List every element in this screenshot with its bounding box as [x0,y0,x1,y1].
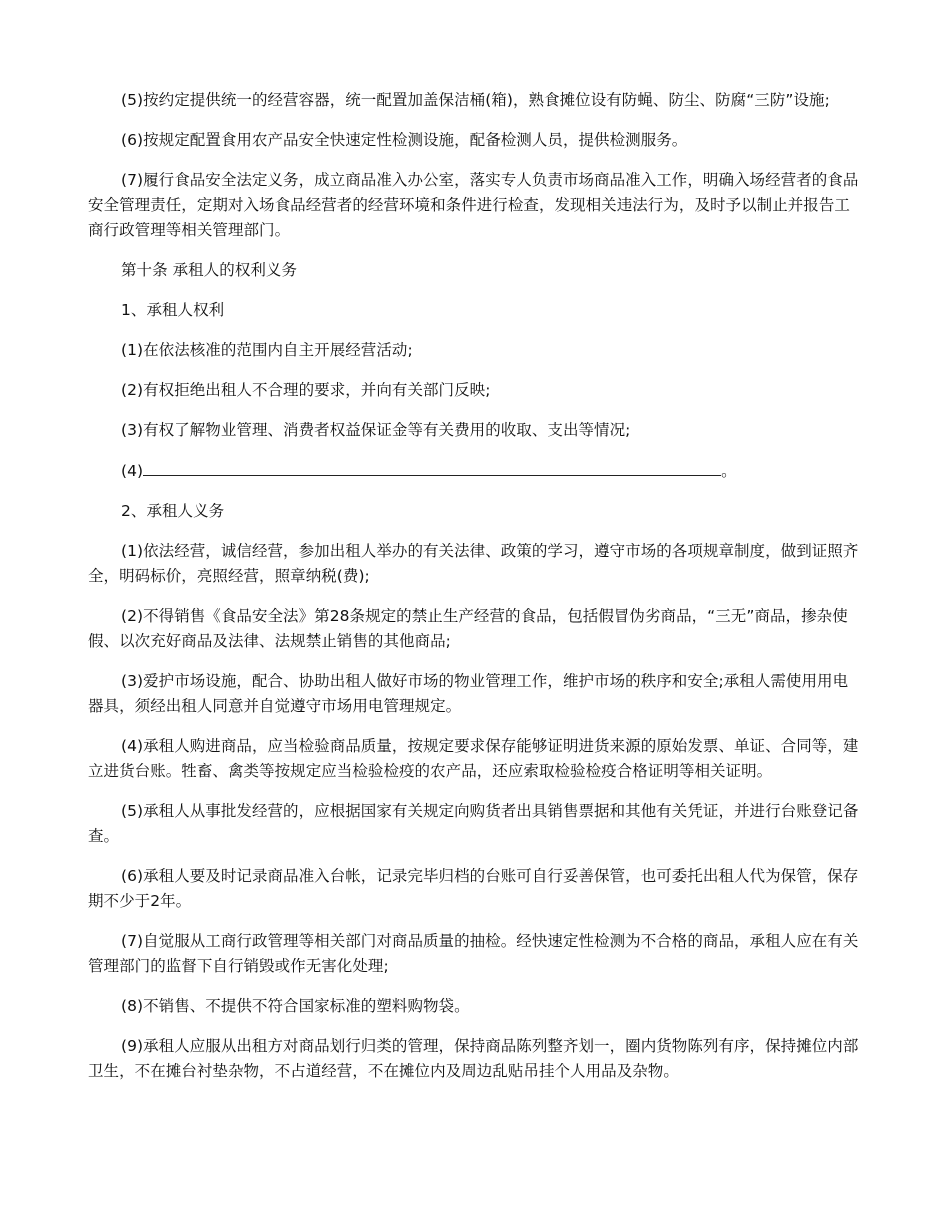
fill-in-blank-line [143,458,721,476]
right-4-suffix: 。 [721,462,737,480]
document-page [88,88,860,1099]
article-10-heading: 第十条 承租人的权利义务 [121,261,298,279]
obligation-3: (3)爱护市场设施，配合、协助出租人做好市场的物业管理工作，维护市场的秩序和安全;承租人需使用用电器具，须经出租人同意并自觉遵守市场用电管理规定。 [88,672,849,715]
right-2: (2)有权拒绝出租人不合理的要求，并向有关部门反映; [121,381,491,399]
right-4-blank [88,458,860,484]
right-3: (3)有权了解物业管理、消费者权益保证金等有关费用的收取、支出等情况; [121,421,631,439]
obligation-2: (2)不得销售《食品安全法》第28条规定的禁止生产经营的食品，包括假冒伪劣商品，“三无”商品，掺杂使假、以次充好商品及法律、法规禁止销售的其他商品; [88,607,848,650]
right-4-prefix: (4) [121,462,144,480]
obligation-1: (1)依法经营，诚信经营，参加出租人举办的有关法律、政策的学习，遵守市场的各项规章制度，做到证照齐全，明码标价，亮照经营，照章纳税(费); [88,542,859,585]
obligation-9: (9)承租人应服从出租方对商品划行归类的管理，保持商品陈列整齐划一，圈内货物陈列有序，保持摊位内部卫生，不在摊台衬垫杂物，不占道经营，不在摊位内及周边乱贴吊挂个人用品及杂物。 [88,1037,859,1080]
right-1: (1)在依法核准的范围内自主开展经营活动; [121,341,413,359]
clause-5-containers: (5)按约定提供统一的经营容器，统一配置加盖保洁桶(箱)，熟食摊位设有防蝇、防尘、防腐“三防”设施; [121,91,830,109]
obligation-7: (7)自觉服从工商行政管理等相关部门对商品质量的抽检。经快速定性检测为不合格的商品，承租人应在有关管理部门的监督下自行销毁或作无害化处理; [88,932,859,975]
tenant-obligations-heading: 2、承租人义务 [121,502,225,520]
clause-6-testing: (6)按规定配置食用农产品安全快速定性检测设施，配备检测人员，提供检测服务。 [121,131,688,149]
obligation-4: (4)承租人购进商品，应当检验商品质量，按规定要求保存能够证明进货来源的原始发票、单证、合同等，建立进货台账。牲畜、禽类等按规定应当检验检疫的农产品，还应索取检验检疫合格证明等相关证明。 [88,737,859,780]
tenant-rights-heading: 1、承租人权利 [121,301,225,319]
obligation-6: (6)承租人要及时记录商品准入台帐，记录完毕归档的台账可自行妥善保管，也可委托出租人代为保管，保存期不少于2年。 [88,867,859,910]
obligation-5: (5)承租人从事批发经营的，应根据国家有关规定向购货者出具销售票据和其他有关凭证，并进行台账登记备查。 [88,802,859,845]
clause-7-food-safety: (7)履行食品安全法定义务，成立商品准入办公室，落实专人负责市场商品准入工作，明确入场经营者的食品安全管理责任，定期对入场食品经营者的经营环境和条件进行检查，发现相关违法行为，及时予以制止并报告工商行政管理等相关管理部门。 [88,171,859,239]
obligation-8: (8)不销售、不提供不符合国家标准的塑料购物袋。 [121,997,470,1015]
